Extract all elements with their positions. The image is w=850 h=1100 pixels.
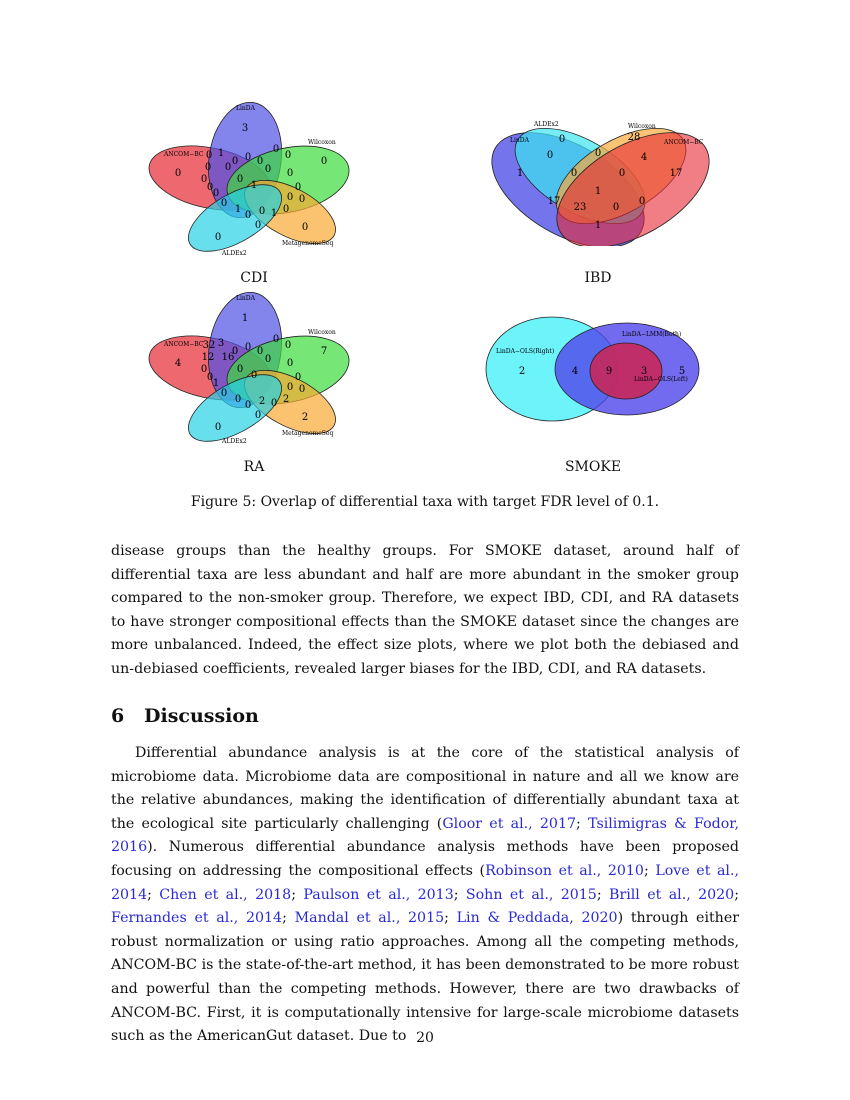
page-number: 20 — [416, 1030, 434, 1046]
count: 0 — [272, 144, 280, 155]
count: 1 — [212, 378, 220, 389]
count: 0 — [284, 340, 292, 351]
text-run: ; — [444, 910, 457, 927]
count: 17 — [669, 168, 683, 179]
venn-ibd — [488, 118, 713, 246]
paragraph — [111, 742, 739, 1049]
count: 0 — [270, 398, 278, 409]
label-ancom: ANCOM−BC — [164, 151, 204, 158]
count: 0 — [212, 188, 220, 199]
panel-caption-smoke: SMOKE — [564, 459, 622, 475]
count: 23 — [573, 202, 587, 213]
text-run: ; — [576, 815, 589, 832]
count: 0 — [320, 156, 328, 167]
label-aldex: ALDEx2 — [534, 121, 559, 128]
text-run: ; — [453, 886, 466, 903]
count: 3 — [241, 123, 249, 134]
count: 0 — [224, 162, 232, 173]
count: 0 — [286, 168, 294, 179]
count: 0 — [204, 162, 212, 173]
count: 0 — [200, 174, 208, 185]
label-lindA: LinDA — [510, 137, 529, 144]
text-run: ) through either robust normalization or using ratio approaches. Among all the competing methods, ANCOM-BC is the state-of-the-art method, it has been demonstrated to be more robust and powerful than the competing methods. However, there are two drawbacks of ANCOM-BC. First, it is computationally intensive for large-scale microbiome datasets such as the AmericanGut dataset. Due to — [111, 910, 739, 1045]
count: 1 — [250, 180, 258, 191]
label-wilcoxon: Wilcoxon — [628, 123, 656, 130]
count: 0 — [244, 342, 252, 353]
count: 0 — [220, 198, 228, 209]
count: 32 — [202, 340, 216, 351]
text-run: ; — [282, 910, 295, 927]
panel-caption-ra: RA — [243, 459, 265, 475]
count: 3 — [640, 366, 648, 377]
text-run: ; — [643, 862, 656, 879]
label-ols-left: LinDA−OLS(Left) — [634, 376, 688, 383]
count: 0 — [258, 206, 266, 217]
count: 1 — [234, 204, 242, 215]
count: 0 — [546, 150, 554, 161]
count: 5 — [678, 366, 686, 377]
count: 0 — [214, 232, 222, 243]
count: 0 — [594, 148, 602, 159]
count: 0 — [244, 400, 252, 411]
count: 2 — [301, 412, 309, 423]
count: 1 — [241, 313, 249, 324]
count: 0 — [254, 220, 262, 231]
count: 2 — [518, 366, 526, 377]
count: 0 — [612, 202, 620, 213]
count: 0 — [272, 334, 280, 345]
count: 0 — [206, 182, 214, 193]
count: 0 — [282, 204, 290, 215]
count: 0 — [294, 372, 302, 383]
count: 2 — [258, 396, 266, 407]
count: 0 — [570, 168, 578, 179]
count: 17 — [547, 196, 561, 207]
count: 0 — [214, 422, 222, 433]
figure-caption: Figure 5: Overlap of differential taxa with target FDR level of 0.1. — [190, 494, 660, 510]
venn-smoke — [484, 315, 704, 425]
citation-link[interactable]: Chen et al., 2018 — [159, 886, 292, 903]
section-number: 6 — [111, 705, 125, 727]
citation-link[interactable]: Love et al., 2014 — [111, 862, 739, 903]
count: 0 — [231, 156, 239, 167]
text-run: ; — [147, 886, 160, 903]
label-metagenome: MetagenomeSeq — [282, 430, 334, 437]
count: 0 — [284, 150, 292, 161]
count: 4 — [174, 358, 182, 369]
count: 0 — [244, 210, 252, 221]
count: 0 — [206, 372, 214, 383]
label-ancom: ANCOM−BC — [164, 341, 204, 348]
section-title: Discussion — [144, 705, 259, 727]
text-run: ; — [291, 886, 304, 903]
citation-link[interactable]: Fernandes et al., 2014 — [111, 910, 283, 927]
count: 12 — [201, 352, 215, 363]
citation-link[interactable]: Gloor et al., 2017 — [442, 815, 576, 832]
count: 4 — [571, 366, 579, 377]
text-run: ; — [734, 886, 739, 903]
count: 1 — [217, 148, 225, 159]
venn-ra — [140, 290, 370, 455]
count: 0 — [231, 346, 239, 357]
count: 0 — [558, 134, 566, 145]
count: 0 — [618, 168, 626, 179]
count: 0 — [298, 384, 306, 395]
count: 0 — [294, 182, 302, 193]
citation-link[interactable]: Lin & Peddada, 2020 — [456, 910, 618, 927]
count: 9 — [605, 366, 613, 377]
count: 0 — [638, 196, 646, 207]
count: 0 — [298, 194, 306, 205]
count: 0 — [174, 168, 182, 179]
count: 2 — [282, 394, 290, 405]
count: 0 — [301, 222, 309, 233]
citation-link[interactable]: Robinson et al., 2010 — [485, 862, 644, 879]
citation-link[interactable]: Brill et al., 2020 — [609, 886, 735, 903]
count: 1 — [594, 220, 602, 231]
count: 1 — [594, 186, 602, 197]
label-lindA: LinDA — [236, 105, 255, 112]
label-ancom: ANCOM−BC — [664, 139, 704, 146]
citation-link[interactable]: Tsilimigras & Fodor, 2016 — [111, 815, 739, 856]
paragraph: disease groups than the healthy groups. For SMOKE dataset, around half of differential taxa are less abundant and half are more abundant in the smoker group compared to the non-smoker group. Therefore, we expect IBD, CDI, and RA datasets to have stronger compositional effects than the SMOKE dataset since the changes are more unbalanced. Indeed, the effect size plots, where we plot both the debiased and un-debiased coefficients, revealed larger biases for the IBD, CDI, and RA datasets. — [111, 543, 739, 677]
citation-link[interactable]: Paulson et al., 2013 — [303, 886, 454, 903]
count: 1 — [270, 208, 278, 219]
count: 0 — [264, 354, 272, 365]
label-aldex: ALDEx2 — [222, 438, 247, 445]
label-lmm-both: LinDA−LMM(Both) — [622, 331, 682, 338]
count: 16 — [221, 352, 235, 363]
count: 0 — [286, 382, 294, 393]
count: 0 — [220, 388, 228, 399]
count: 0 — [250, 370, 258, 381]
count: 0 — [234, 394, 242, 405]
count: 0 — [264, 164, 272, 175]
label-aldex: ALDEx2 — [222, 250, 247, 257]
text-run: Differential abundance analysis is at the core of the statistical analysis of microbiome data. Microbiome data are compositional in nature and all we know are the relative abundances, making the identification of differentially abundant taxa at the ecological site particularly challenging ( — [111, 745, 739, 832]
citation-link[interactable]: Mandal et al., 2015 — [294, 910, 445, 927]
text-run: ; — [596, 886, 610, 903]
count: 0 — [254, 410, 262, 421]
count: 0 — [205, 150, 213, 161]
count: 28 — [627, 132, 641, 143]
panel-caption-ibd: IBD — [584, 270, 612, 286]
count: 0 — [286, 358, 294, 369]
venn-cdi — [140, 100, 370, 265]
count: 0 — [256, 156, 264, 167]
count: 7 — [320, 346, 328, 357]
count: 1 — [516, 168, 524, 179]
count: 0 — [200, 364, 208, 375]
count: 0 — [236, 364, 244, 375]
label-wilcoxon: Wilcoxon — [308, 139, 336, 146]
count: 4 — [640, 152, 648, 163]
count: 0 — [244, 152, 252, 163]
label-metagenome: MetagenomeSeq — [282, 240, 334, 247]
citation-link[interactable]: Sohn et al., 2015 — [465, 886, 597, 903]
panel-caption-cdi: CDI — [240, 270, 268, 286]
label-wilcoxon: Wilcoxon — [308, 329, 336, 336]
count: 0 — [236, 174, 244, 185]
text-run: ). Numerous differential abundance analysis methods have been proposed focusing on addressing the compositional effects ( — [111, 839, 739, 879]
count: 0 — [286, 192, 294, 203]
count: 0 — [256, 346, 264, 357]
section-heading — [111, 705, 259, 727]
label-ols-right: LinDA−OLS(Right) — [496, 348, 555, 355]
count: 3 — [217, 338, 225, 349]
set-ols-left — [590, 343, 662, 399]
label-lindA: LinDA — [236, 295, 255, 302]
